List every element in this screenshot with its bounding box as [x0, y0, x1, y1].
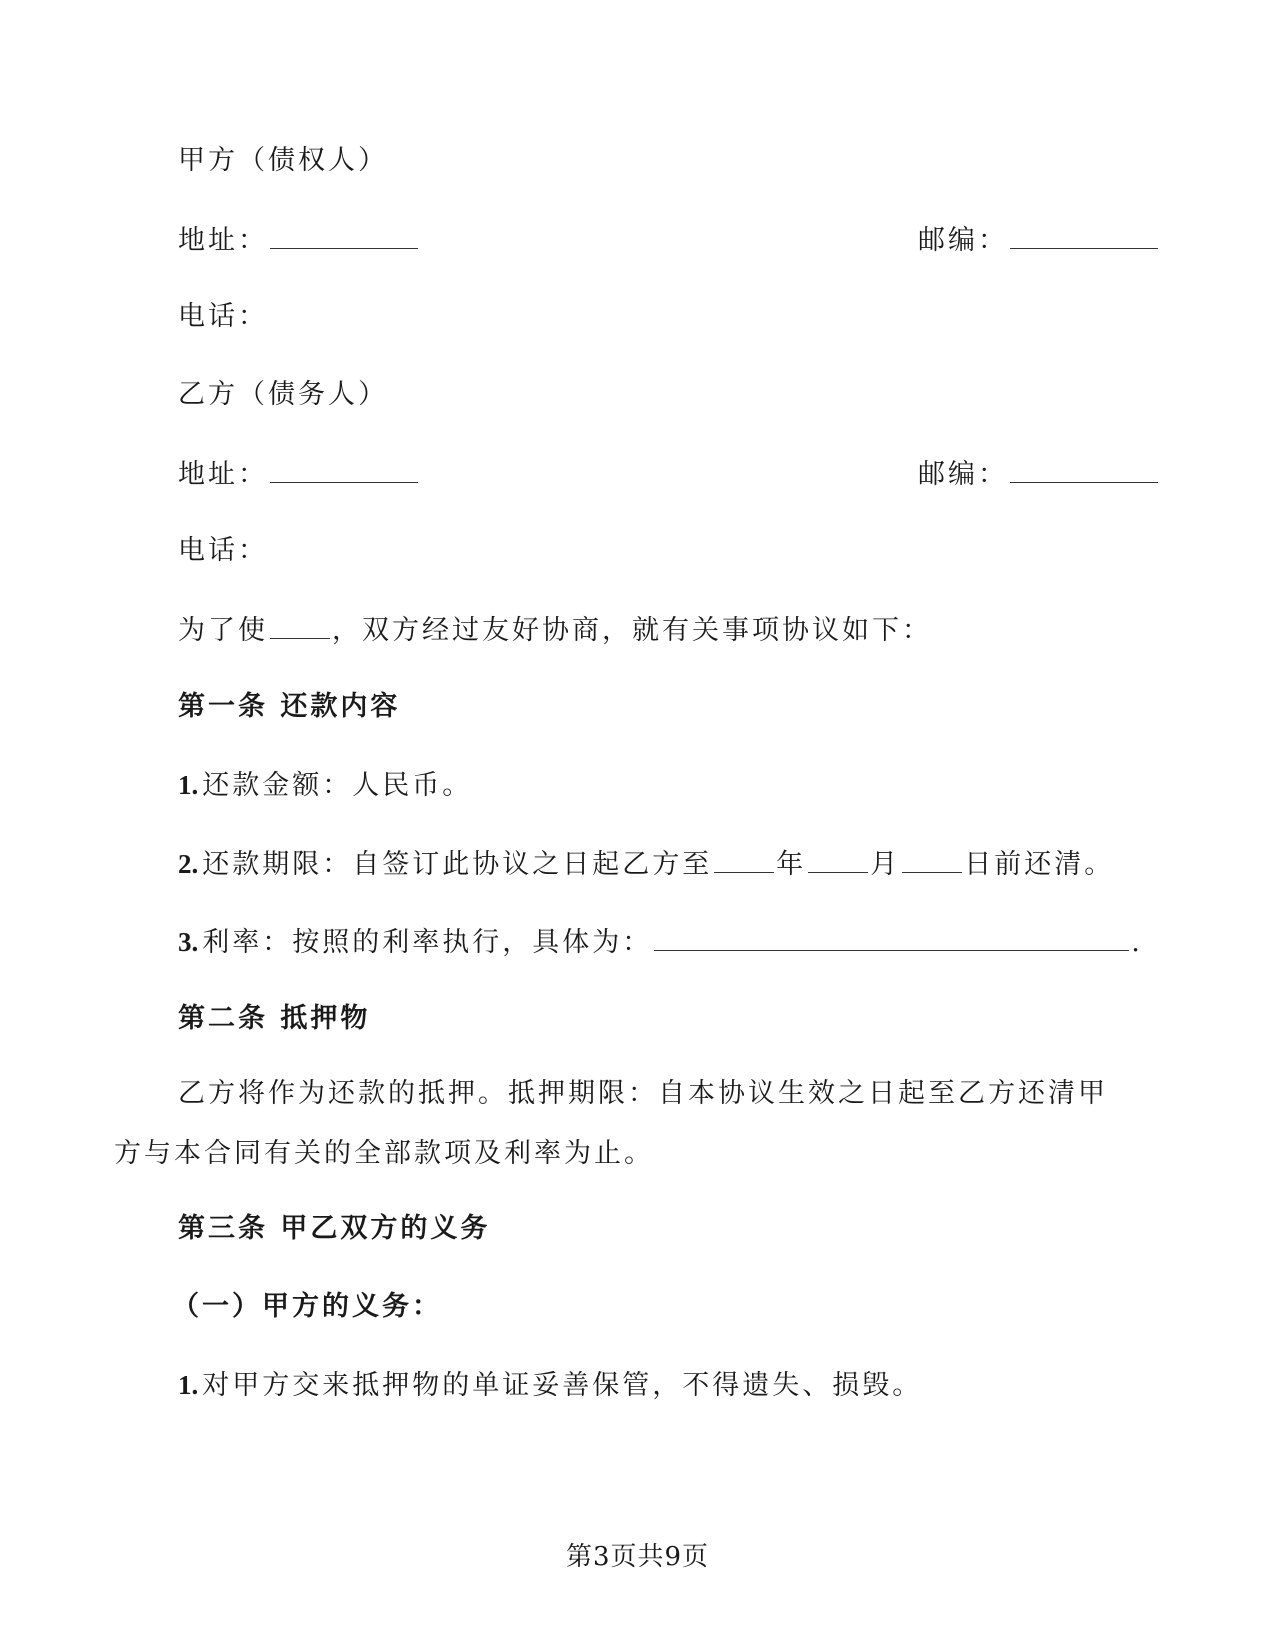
article1-item3-end: . — [1131, 927, 1143, 958]
intro-blank[interactable] — [270, 612, 330, 639]
article2-heading: 第二条 抵押物 — [178, 1003, 371, 1034]
party-b-address-row — [178, 456, 420, 492]
year-label: 年 — [776, 849, 807, 880]
party-a-phone-label: 电话： — [178, 301, 268, 332]
article1-item1-num: 1. — [178, 770, 199, 800]
article1-heading: 第一条 还款内容 — [178, 691, 401, 722]
article3-sub1: （一）甲方的义务： — [172, 1291, 442, 1322]
article1-item3 — [178, 924, 1143, 960]
month-label: 月 — [870, 849, 901, 880]
article1-item3-text: 利率：按照的利率执行，具体为： — [202, 927, 653, 958]
party-a-address-row — [178, 222, 420, 258]
month-blank[interactable] — [808, 846, 868, 873]
party-b-title: 乙方（债务人） — [178, 379, 388, 410]
intro-suffix: ，双方经过友好协商，就有关事项协议如下： — [332, 615, 932, 646]
page-number: 第3页共9页 — [565, 1542, 710, 1572]
intro-prefix: 为了使 — [178, 615, 268, 646]
party-b-phone-label: 电话： — [178, 535, 268, 566]
party-a-postcode-row — [918, 222, 1160, 258]
year-blank[interactable] — [714, 846, 774, 873]
party-a-postcode-blank[interactable] — [1010, 222, 1158, 249]
party-a-title: 甲方（债权人） — [178, 145, 388, 176]
article1-item2 — [178, 846, 1114, 882]
day-blank[interactable] — [902, 846, 962, 873]
article3-item1-num: 1. — [178, 1370, 199, 1400]
article3-item1-text: 对甲方交来抵押物的单证妥善保管，不得遗失、损毁。 — [202, 1370, 923, 1401]
article1-item3-num: 3. — [178, 927, 199, 957]
article2-paragraph: 乙方将作为还款的抵押。抵押期限：自本协议生效之日起至乙方还清甲方与本合同有关的全部款项及利率为止。 — [114, 1078, 1108, 1169]
article1-item2-num: 2. — [178, 849, 199, 879]
article1-item1-text: 还款金额：人民币。 — [202, 770, 473, 801]
party-a-address-blank[interactable] — [270, 222, 418, 249]
party-a-address-label: 地址： — [178, 225, 268, 256]
party-b-address-label: 地址： — [178, 459, 268, 490]
article1-item1 — [178, 768, 472, 803]
party-b-address-blank[interactable] — [270, 456, 418, 483]
party-b-postcode-blank[interactable] — [1010, 456, 1158, 483]
day-label: 日前还清。 — [964, 849, 1115, 880]
party-b-postcode-label: 邮编： — [918, 459, 1008, 490]
intro-line — [178, 612, 932, 648]
article1-item2-text: 还款期限：自签订此协议之日起乙方至 — [202, 849, 713, 880]
rate-blank[interactable] — [654, 924, 1129, 951]
article3-heading: 第三条 甲乙双方的义务 — [178, 1213, 491, 1244]
party-a-postcode-label: 邮编： — [918, 225, 1008, 256]
article3-item1 — [178, 1368, 922, 1403]
party-b-postcode-row — [918, 456, 1160, 492]
